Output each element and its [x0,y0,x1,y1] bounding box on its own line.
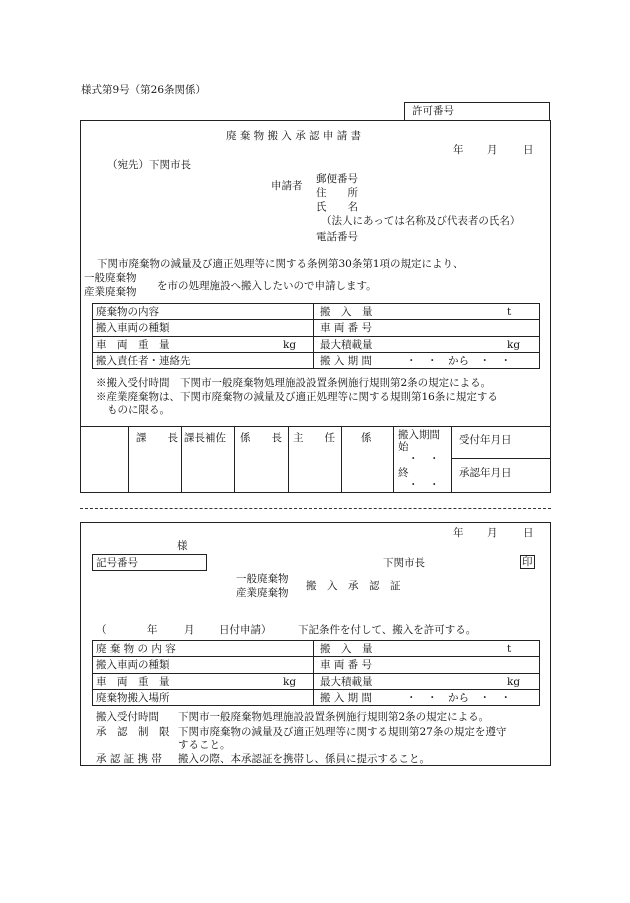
cert-waste-type-general: 一般廃棄物 [236,573,289,585]
application-title: 廃 棄 物 搬 入 承 認 申 請 書 [226,130,362,142]
cert-date-year: 年 [453,527,464,539]
approval-period-end: 終 [398,467,409,479]
addressee: （宛先）下関市長 [107,159,191,171]
cert-unit-kg: kg [283,676,297,688]
cert-unit-kg-2: kg [507,676,521,688]
cert-date-day: 日 [523,527,534,539]
cert-unit-t: t [507,643,512,655]
permit-number-label: 許可番号 [412,105,454,117]
cert-date-month: 月 [487,527,498,539]
cert-cell-delivery-place: 廃棄物搬入場所 [96,692,170,704]
cond-reception-text: 下関市一般廃棄物処理施設設置条例施行規則第2条の規定による。 [178,711,490,723]
certificate-title: 搬 入 承 認 証 [306,580,401,592]
table-unit-t: t [507,306,512,318]
approval-kakari: 係 [361,432,372,444]
approval-period-start: 始 [398,441,409,453]
cert-cell-quantity: 搬 入 量 [320,643,373,655]
note-reception-hours: ※搬入受付時間 下関市一般廃棄物処理施設設置条例施行規則第2条の規定による。 [96,377,492,389]
applicant-label: 申請者 [271,180,303,192]
name-label: 氏 名 [316,201,358,213]
phone-label: 電話番号 [316,231,358,243]
approval-received-date: 受付年月日 [459,434,512,446]
approval-period-label: 搬入期間 [398,429,440,441]
table-cell-max-load: 最大積載量 [320,339,373,351]
approval-kakaricho: 係 長 [240,432,282,444]
cert-cell-vehicle-weight: 車 両 重 量 [96,676,170,688]
application-body-text-2: を市の処理施設へ搬入したいので申請します。 [157,280,377,292]
cert-cell-vehicle-number: 車 両 番 号 [320,659,373,671]
cert-waste-type-industrial: 産業廃棄物 [236,587,289,599]
postal-code-label: 郵便番号 [316,173,358,185]
form-number: 様式第9号（第26条関係） [81,84,207,96]
cert-paren-open: （ [96,624,107,636]
cond-carry-text: 搬入の際、本承認証を携帯し、係員に提示すること。 [178,753,430,765]
cert-cell-vehicle-type: 搬入車両の種類 [96,659,170,671]
cert-applied-suffix: 日付申請） [219,624,272,636]
address-label: 住 所 [316,187,358,199]
cert-cell-waste-content: 廃 棄 物 の 内 容 [96,643,176,655]
cert-cell-max-load: 最大積載量 [320,676,373,688]
table-unit-kg: kg [283,339,297,351]
cert-permit-text: 下記条件を付して、搬入を許可する。 [298,624,477,636]
seal-mark: 印 [522,556,533,568]
cert-cell-period: 搬 入 期 間 [320,692,373,704]
application-body-text: 下関市廃棄物の減量及び適正処理等に関する条例第30条第1項の規定により、 [97,258,464,270]
approval-approved-date: 承認年月日 [459,467,512,479]
cert-applied-month: 月 [184,624,195,636]
cert-mayor: 下関市長 [383,557,425,569]
corporate-note: （法人にあっては名称及び代表者の氏名） [321,215,521,227]
application-date-month: 月 [487,144,498,156]
table-cell-waste-content: 廃棄物の内容 [96,306,159,318]
approval-period-start-dots: ・ ・ [408,453,440,465]
table-cell-quantity: 搬 入 量 [320,306,373,318]
approval-shunin: 主 任 [293,432,335,444]
application-date-day: 日 [523,144,534,156]
cond-restriction-text-2: すること。 [178,739,231,751]
approval-period-end-dots: ・ ・ [408,479,440,491]
table-cell-vehicle-number: 車 両 番 号 [320,322,373,334]
cut-line [80,508,551,509]
cond-restriction-text: 下関市廃棄物の減量及び適正処理等に関する規則第27条の規定を遵守 [178,726,507,738]
table-period-value: ・ ・ から ・ ・ [406,355,511,367]
table-cell-responsible-person: 搬入責任者・連絡先 [96,355,191,367]
note-industrial-waste: ※産業廃棄物は、下関市廃棄物の減量及び適正処理等に関する規則第16条に規定する [96,391,498,403]
table-cell-vehicle-type: 搬入車両の種類 [96,322,170,334]
cert-period-value: ・ ・ から ・ ・ [406,692,511,704]
cond-reception-label: 搬入受付時間 [96,711,159,723]
cert-sama: 様 [177,540,188,552]
approval-kacho-hosa: 課長補佐 [184,432,226,444]
table-cell-vehicle-weight: 車 両 重 量 [96,339,170,351]
approval-kacho: 課 長 [136,432,178,444]
cond-restriction-label: 承 認 制 限 [96,726,170,738]
waste-type-general: 一般廃棄物 [84,272,137,284]
note-industrial-waste-2: ものに限る。 [107,404,170,416]
cond-carry-label: 承 認 証 携 帯 [96,753,162,765]
application-date-year: 年 [453,144,464,156]
code-number-label: 記号番号 [96,557,138,569]
table-cell-period: 搬 入 期 間 [320,355,373,367]
cert-applied-year: 年 [147,624,158,636]
table-unit-kg-2: kg [507,339,521,351]
waste-type-industrial: 産業廃棄物 [84,286,137,298]
